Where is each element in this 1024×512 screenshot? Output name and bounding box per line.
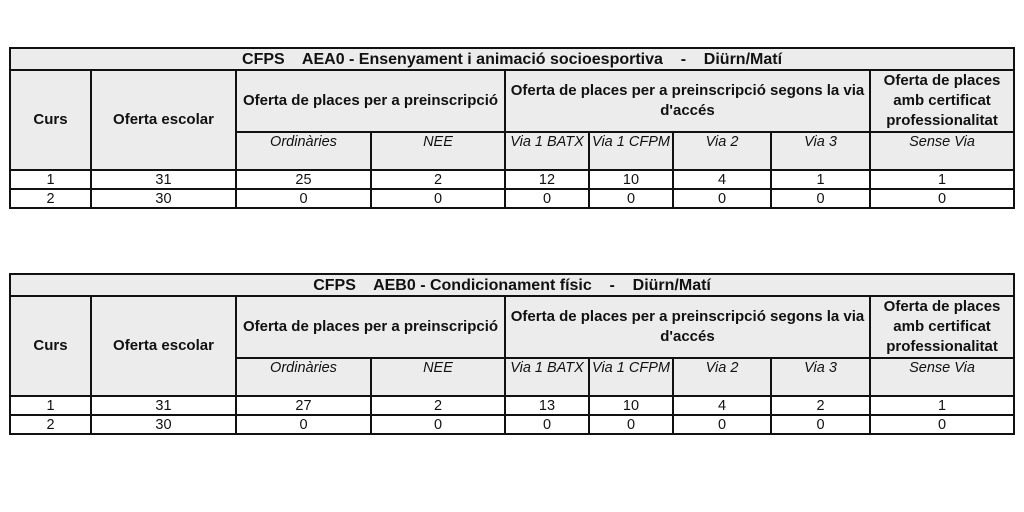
cell-nee: 0 bbox=[371, 415, 505, 434]
cell-via2: 4 bbox=[673, 170, 771, 189]
cell-curs: 2 bbox=[10, 415, 91, 434]
cell-via2: 0 bbox=[673, 189, 771, 208]
header-curs: Curs bbox=[10, 70, 91, 170]
cell-nee: 2 bbox=[371, 170, 505, 189]
subheader-ordinaries: Ordinàries bbox=[236, 132, 371, 170]
cell-nee: 2 bbox=[371, 396, 505, 415]
cell-ordinaries: 25 bbox=[236, 170, 371, 189]
header-via-acces: Oferta de places per a preinscripció segons la via d'accés bbox=[505, 70, 870, 132]
subheader-via1-cfpm: Via 1 CFPM bbox=[589, 358, 673, 396]
cell-via1-cfpm: 0 bbox=[589, 415, 673, 434]
subheader-via3: Via 3 bbox=[771, 358, 870, 396]
offer-table-aea0 bbox=[9, 47, 1015, 209]
subheader-nee: NEE bbox=[371, 358, 505, 396]
cell-via2: 0 bbox=[673, 415, 771, 434]
cell-via3: 0 bbox=[771, 189, 870, 208]
cell-ordinaries: 0 bbox=[236, 189, 371, 208]
subheader-ordinaries: Ordinàries bbox=[236, 358, 371, 396]
cell-sense-via: 1 bbox=[870, 170, 1014, 189]
table-row bbox=[10, 415, 1014, 434]
cell-via1-batx: 13 bbox=[505, 396, 589, 415]
cell-via1-cfpm: 10 bbox=[589, 170, 673, 189]
cell-curs: 2 bbox=[10, 189, 91, 208]
cell-via2: 4 bbox=[673, 396, 771, 415]
cell-via1-cfpm: 0 bbox=[589, 189, 673, 208]
cell-oferta-escolar: 30 bbox=[91, 189, 236, 208]
header-oferta-escolar: Oferta escolar bbox=[91, 70, 236, 170]
header-certificat: Oferta de places amb certificat professionalitat bbox=[870, 70, 1014, 132]
subheader-sense-via: Sense Via bbox=[870, 132, 1014, 170]
cell-curs: 1 bbox=[10, 396, 91, 415]
cell-sense-via: 0 bbox=[870, 415, 1014, 434]
header-via-acces: Oferta de places per a preinscripció segons la via d'accés bbox=[505, 296, 870, 358]
table-title: CFPS AEA0 - Ensenyament i animació socioesportiva - Diürn/Matí bbox=[10, 48, 1014, 70]
cell-oferta-escolar: 30 bbox=[91, 415, 236, 434]
cell-nee: 0 bbox=[371, 189, 505, 208]
cell-via1-batx: 0 bbox=[505, 189, 589, 208]
cell-ordinaries: 0 bbox=[236, 415, 371, 434]
subheader-via1-batx: Via 1 BATX bbox=[505, 358, 589, 396]
subheader-via2: Via 2 bbox=[673, 358, 771, 396]
cell-oferta-escolar: 31 bbox=[91, 396, 236, 415]
cell-via1-batx: 0 bbox=[505, 415, 589, 434]
offer-table-aeb0 bbox=[9, 273, 1015, 435]
subheader-via2: Via 2 bbox=[673, 132, 771, 170]
cell-oferta-escolar: 31 bbox=[91, 170, 236, 189]
subheader-nee: NEE bbox=[371, 132, 505, 170]
header-oferta-escolar: Oferta escolar bbox=[91, 296, 236, 396]
header-certificat: Oferta de places amb certificat professionalitat bbox=[870, 296, 1014, 358]
cell-via3: 2 bbox=[771, 396, 870, 415]
header-curs: Curs bbox=[10, 296, 91, 396]
table-row bbox=[10, 396, 1014, 415]
table-row bbox=[10, 189, 1014, 208]
subheader-sense-via: Sense Via bbox=[870, 358, 1014, 396]
subheader-via1-cfpm: Via 1 CFPM bbox=[589, 132, 673, 170]
subheader-via3: Via 3 bbox=[771, 132, 870, 170]
cell-via3: 0 bbox=[771, 415, 870, 434]
subheader-via1-batx: Via 1 BATX bbox=[505, 132, 589, 170]
cell-curs: 1 bbox=[10, 170, 91, 189]
table-row bbox=[10, 170, 1014, 189]
cell-sense-via: 0 bbox=[870, 189, 1014, 208]
header-preinscripcio: Oferta de places per a preinscripció bbox=[236, 70, 505, 132]
cell-via1-cfpm: 10 bbox=[589, 396, 673, 415]
cell-via1-batx: 12 bbox=[505, 170, 589, 189]
cell-ordinaries: 27 bbox=[236, 396, 371, 415]
table-title: CFPS AEB0 - Condicionament físic - Diürn/Matí bbox=[10, 274, 1014, 296]
cell-sense-via: 1 bbox=[870, 396, 1014, 415]
cell-via3: 1 bbox=[771, 170, 870, 189]
header-preinscripcio: Oferta de places per a preinscripció bbox=[236, 296, 505, 358]
